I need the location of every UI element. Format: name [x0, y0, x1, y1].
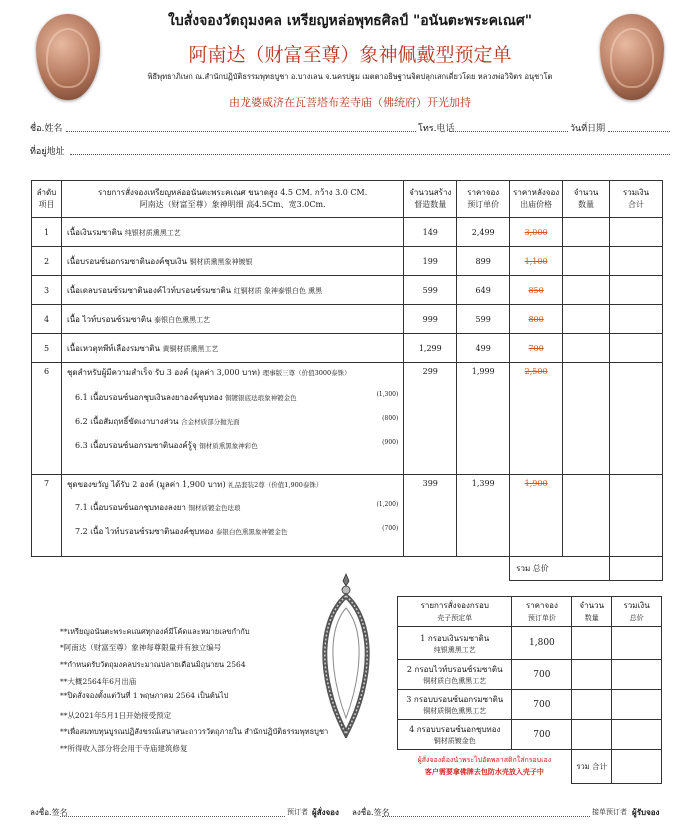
old-price: 2,500: [524, 367, 548, 376]
total-cell[interactable]: [610, 247, 663, 276]
table-row: 2 เนื้อบรอนซ์นอกรมซาตินองค์ชุบเงิน 铜材质熏黑象神镀银 199 899 1,100: [32, 247, 663, 276]
header-after-price: ราคาหลังจอง 出庙价格: [510, 181, 563, 218]
header-quantity: จำนวนสร้าง 督造数量: [404, 181, 457, 218]
header-description: รายการสั่งจองเหรียญหล่ออนันตะพระคเณศ ขนาดสูง 4.5 CM. กว้าง 3.0 CM. 阿南达（财富至尊）象神明细 高4.5Cm、宽3.0Cm.: [61, 181, 403, 218]
amount-cell[interactable]: [572, 720, 612, 750]
address-row: [30, 144, 670, 156]
frame-row: 2 กรอบไวท์บรอนซ์รมซาติน 铜材质白色熏黑工艺 700: [398, 660, 662, 690]
frame-note-thai: ผู้สั่งจองต้องนำพระไปอัดพลาสติกใส่กรอบเอง: [417, 756, 552, 765]
amount-cell[interactable]: [563, 218, 610, 247]
frame-sum-total-cell[interactable]: [612, 750, 662, 784]
frame-row: 1 กรอบเงินรมซาติน 纯银熏黑工艺 1,800: [398, 627, 662, 660]
old-price: 1,900: [524, 479, 548, 488]
note-line: **所得收入部分将会用于寺庙建筑修复: [60, 744, 188, 753]
set-6-title: ชุดสำหรับผู้มีความสำเร็จ รับ 3 องค์ (มูลค่า 3,000 บาท): [66, 368, 261, 377]
table-row: 3 เนื้อเดลบรอนซ์รมซาตินองค์ไวท์บรอนซ์รมซาติน 红铜材质 象神泰银白色 熏黑 599 649 850: [32, 276, 663, 305]
amount-cell[interactable]: [572, 690, 612, 720]
total-cell[interactable]: [610, 305, 663, 334]
frame-sum-label: รวม 合计: [572, 750, 612, 784]
total-cell[interactable]: [610, 334, 663, 363]
order-table: [31, 180, 663, 581]
header-amount: จำนวน 数量: [563, 181, 610, 218]
table-row-set-6: 6 ชุดสำหรับผู้มีความสำเร็จ รับ 3 องค์ (มูลค่า 3,000 บาท) 理事版三尊（价值3000泰铢） 6.1 เนื้อบรอนซ์นอกชุบเงินลงยาองค์ชุบทอง 铜镀银底珐琅象神镀金色 (1,300) 6.2 เนื้อสัมฤทธิ์ขัดเงาบางส่วน 合金材质部分抛光面 (800) 6.3 เนื้อบรอนซ์นอกรมซาตินองค์รู้จุ 铜材质熏黑象神彩色 (900) 299 1,999 2,500: [32, 363, 663, 475]
total-cell[interactable]: [610, 475, 663, 557]
frame-order-table: [397, 596, 662, 784]
note-line: **กำหนดรับวัตถุมงคลประมาณปลายเดือนมิถุนายน 2564: [60, 660, 246, 669]
date-field[interactable]: [608, 131, 670, 132]
header-total: รวมเงิน 合计: [610, 181, 663, 218]
table-row: 5 เนื้อเหวตุทพีท์เลืองรมซาติน 黄铜材质熏黑工艺 1,299 499 700: [32, 334, 663, 363]
subtitle-chinese: 由龙婆威济在瓦菩塔布差寺庙（佛统府）开光加持: [229, 96, 471, 109]
note-line: **เหรียญอนันตะพระคเณศทุกองค์มีโค้ดและหมายเลขกำกับ: [60, 627, 250, 636]
frame-row: 4 กรอบบรอนซ์นอกชุบทอง 铜材质镀金色 700: [398, 720, 662, 750]
sum-label: รวม 总价: [510, 557, 610, 581]
sum-total-cell[interactable]: [610, 557, 663, 581]
amount-cell[interactable]: [563, 363, 610, 475]
old-price: 850: [528, 285, 544, 295]
note-line: **เพื่อสมทบทุนบูรณปฏิสังขรณ์เสนาสนะถาวรวัตถุภายใน สำนักปฏิบัติธรรมพุทธบูชา: [60, 727, 329, 736]
title-thai: ใบสั่งจองวัตถุมงคล เหรียญหล่อพุทธศิลป์ "อนันตะพระคเณศ": [167, 13, 532, 29]
amount-cell[interactable]: [563, 475, 610, 557]
table-row: 4 เนื้อ ไวท์บรอนซ์รมซาติน 泰银白色熏黑工艺 999 599 800: [32, 305, 663, 334]
phone-field[interactable]: [450, 131, 568, 132]
amount-cell[interactable]: [563, 247, 610, 276]
signature-1-field[interactable]: [60, 816, 285, 817]
address-label: ที่อยู่地址: [30, 147, 65, 157]
name-phone-date-row: [30, 121, 670, 133]
signature-2-label: ลงชื่อ.签名: [352, 808, 390, 817]
signature-row: ลงชื่อ.签名 预订者 ผู้สั่งจอง ลงชื่อ.签名 接单预订者 ผู้รับจอง: [30, 807, 660, 817]
note-line: **大概2564年6月出庙: [60, 677, 137, 686]
amount-cell[interactable]: [572, 660, 612, 690]
frame-header-row: รายการสั่งจองกรอบ 壳子预定单 ราคาจอง 预订单价 จำนวน 数量 รวมเงิน 总价: [398, 597, 662, 627]
table-row: 1 เนื้อเงินรมซาติน 纯银材质熏黑工艺 149 2,499 3,000: [32, 218, 663, 247]
total-cell[interactable]: [610, 363, 663, 475]
table-row-set-7: 7 ชุดของขวัญ ได้รับ 2 องค์ (มูลค่า 1,900 บาท) 礼品套装2尊（价值1,900泰铢） 7.1 เนื้อบรอนซ์นอกชุบทองลงยา 铜材质镀金色珐琅 (1,200) 7.2 เนื้อ ไวท์บรอนซ์รมซาตินองค์ชุบทอง 泰银白色熏黑象神镀金色 (700) 399 1,399 1,900: [32, 475, 663, 557]
signature-2-role: ผู้รับจอง: [632, 807, 660, 817]
total-cell[interactable]: [610, 218, 663, 247]
note-line: *阿南达（财富至尊）象神每尊限量并有独立编号: [60, 643, 222, 652]
total-cell[interactable]: [610, 276, 663, 305]
amount-cell[interactable]: [563, 305, 610, 334]
amount-cell[interactable]: [563, 334, 610, 363]
amount-cell[interactable]: [563, 276, 610, 305]
subtitle-thai: พิธีพุทธาภิเษก ณ.สำนักปฏิบัติธรรมพุทธบูชา อ.บางเลน จ.นครปฐม เมตตาอธิษฐานจิตปลุกเสกเดี่ยวโดย หลวงพ่อวิจิตร อนุชาโต: [147, 72, 553, 81]
set-7-title: ชุดของขวัญ ได้รับ 2 องค์ (มูลค่า 1,900 บาท): [66, 480, 226, 489]
frame-sum-row: [398, 750, 662, 784]
header-price: ราคาจอง 预订单价: [457, 181, 510, 218]
amount-cell[interactable]: [572, 627, 612, 660]
frame-note-chinese: 客户需要拿佛牌去包防水壳放入壳子中: [424, 767, 544, 777]
old-price: 800: [528, 314, 544, 324]
old-price: 1,100: [524, 256, 548, 266]
total-cell[interactable]: [612, 660, 662, 690]
note-line: **ปิดสั่งจองตั้งแต่วันที่ 1 พฤษภาคม 2564 เป็นต้นไป: [60, 691, 229, 700]
signature-2-field[interactable]: [382, 816, 590, 817]
title-chinese: 阿南达（财富至尊）象神佩戴型预定单: [188, 44, 512, 66]
table-header-row: [32, 181, 663, 218]
total-cell[interactable]: [612, 720, 662, 750]
total-cell[interactable]: [612, 627, 662, 660]
old-price: 700: [528, 343, 544, 353]
pendant-frame-image: [318, 572, 374, 738]
note-line: **从2021年5月1日开始接受预定: [60, 711, 172, 720]
signature-1-role: ผู้สั่งจอง: [312, 807, 339, 817]
header-no: ลำดับ 项目: [32, 181, 62, 218]
signature-1-label: ลงชื่อ.签名: [30, 808, 68, 817]
address-field[interactable]: [70, 154, 670, 155]
name-label: ชื่อ.姓名: [30, 124, 63, 134]
phone-label: โทร.电话: [418, 124, 455, 134]
old-price: 3,000: [524, 227, 548, 237]
name-field[interactable]: [66, 131, 416, 132]
frame-row: 3 กรอบบรอนซ์นอกรมซาติน 铜材质铜色熏黑工艺 700: [398, 690, 662, 720]
date-label: วันที่日期: [570, 124, 606, 134]
total-cell[interactable]: [612, 690, 662, 720]
